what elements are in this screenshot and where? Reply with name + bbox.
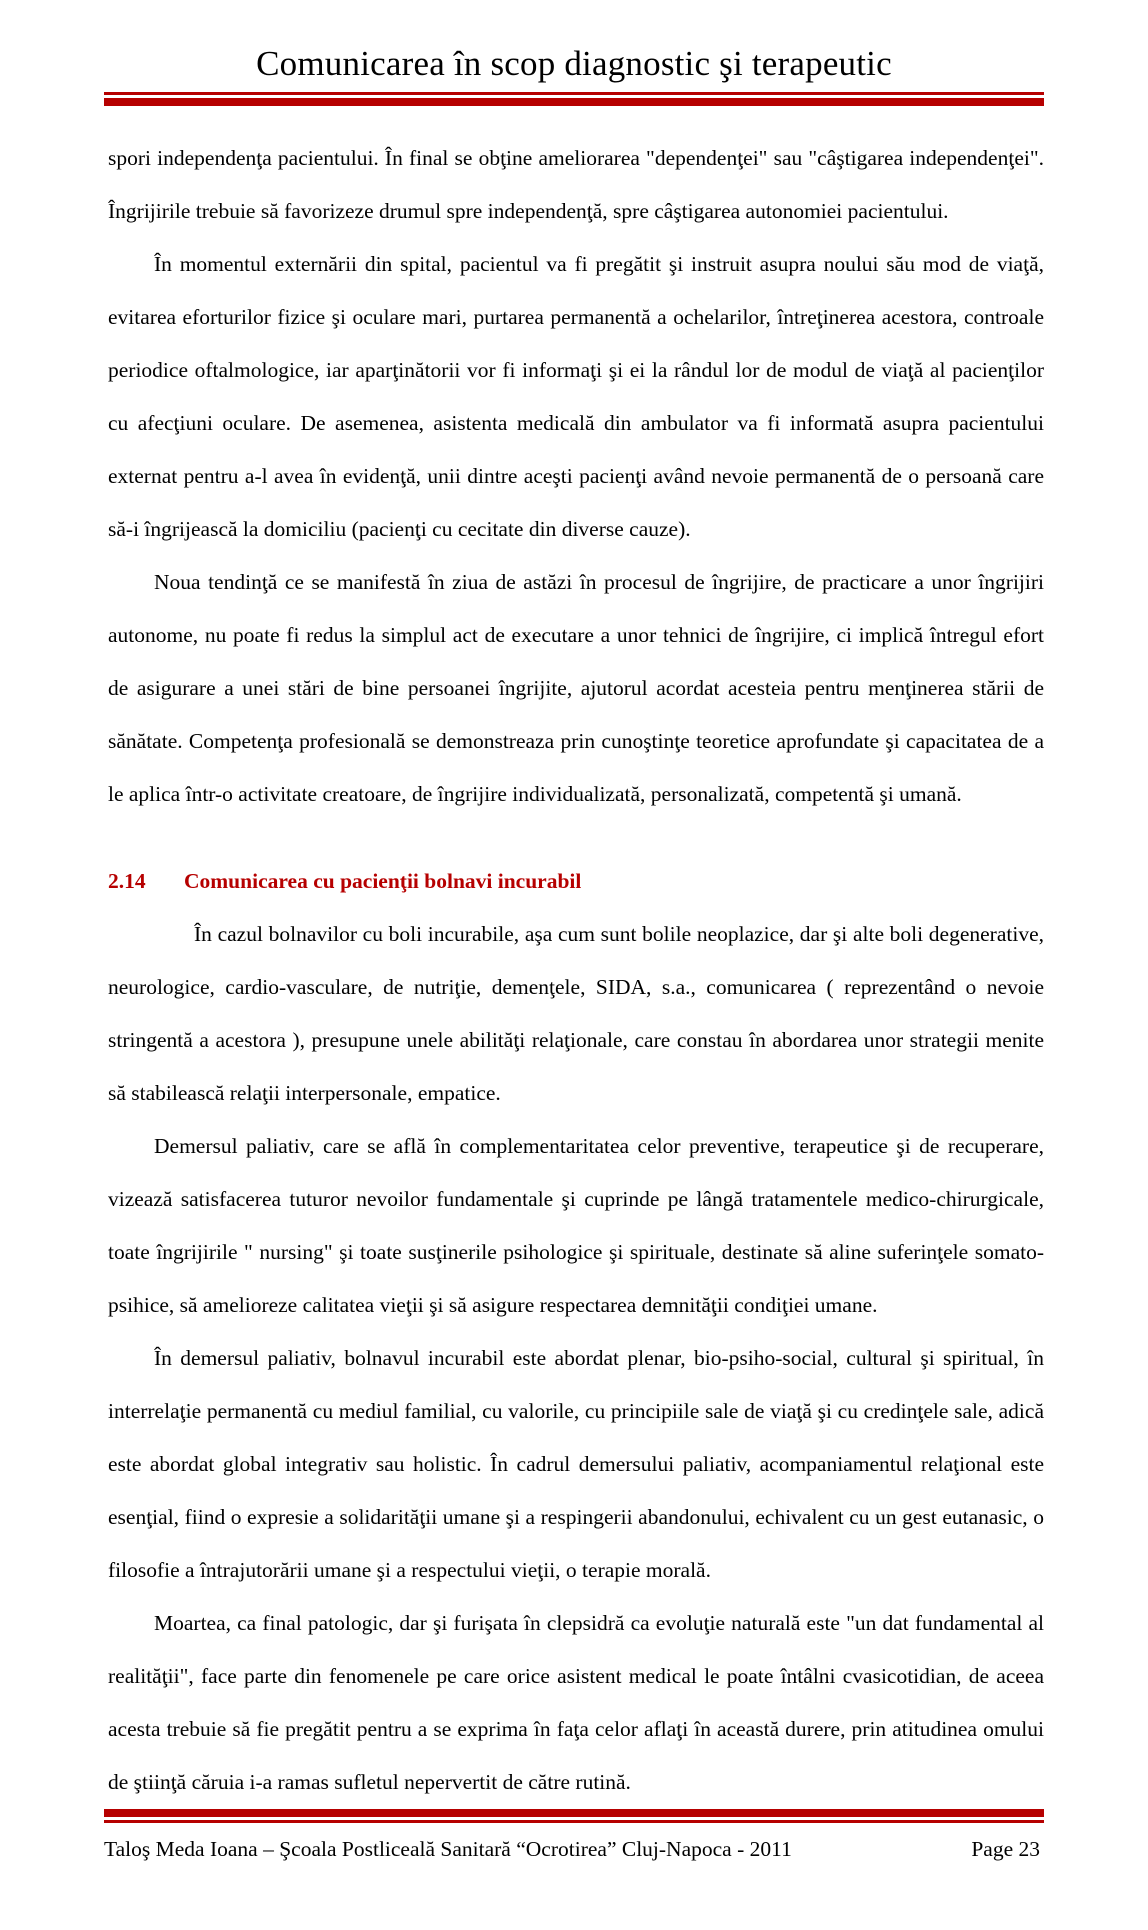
paragraph-externare: În momentul externării din spital, pacientul va fi pregătit şi instruit asupra noului său mod de viaţă, evitarea eforturilor fizice şi oculare mari, purtarea permanentă a ochelarilor, întreţinerea acestora, controale periodice oftalmologice, iar aparţinătorii vor fi informaţi şi ei la rândul lor de modul de viaţă al pacienţilor cu afecţiuni oculare. De asemenea, asistenta medicală din ambulator va fi informată asupra pacientului externat pentru a-l avea în evidenţă, unii dintre aceşti pacienţi având nevoie permanentă de o persoană care să-i îngrijească la domiciliu (pacienţi cu cecitate din diverse cauze). (108, 252, 1044, 542)
footer-author-school: Taloş Meda Ioana – Şcoala Postliceală Sanitară “Ocrotirea” Cluj-Napoca - 2011 (104, 1837, 792, 1862)
paragraph-in-demersul-paliativ: În demersul paliativ, bolnavul incurabil este abordat plenar, bio-psiho-social, cultural şi spiritual, în interrelaţie permanentă cu mediul familial, cu valorile, cu principiile sale de viaţă şi cu credinţele sale, adică este abordat global integrativ sau holistic. În cadrul demersului paliativ, acompaniamentul relaţional este esenţial, fiind o expresie a solidarităţii umane şi a respingerii abandonului, echivalent cu un gest eutanasic, o filosofie a întrajutorării umane şi a respectului vieţii, o terapie morală. (108, 1346, 1044, 1583)
paragraph-noua-tendinta: Noua tendinţă ce se manifestă în ziua de astăzi în procesul de îngrijire, de practicare a unor îngrijiri autonome, nu poate fi redus la simplul act de executare a unor tehnici de îngrijire, ci implică întregul efort de asigurare a unei stări de bine persoanei îngrijite, ajutorul acordat acesteia pentru menţinerea stării de sănătate. Competenţa profesională se demonstreaza prin cunoştinţe teoretice aprofundate şi capacitatea de a le aplica într-o activitate creatoare, de îngrijire individualizată, personalizată, competentă şi umană. (108, 570, 1044, 807)
paragraph-moartea: Moartea, ca final patologic, dar şi furişata în clepsidră ca evoluţie naturală este "un dat fundamental al realităţii", face parte din fenomenele pe care orice asistent medical le poate întâlni cvasicotidian, de aceea acesta trebuie să fie pregătit pentru a se exprima în faţa celor aflaţi în această durere, prin atitudinea omului de ştiinţă căruia i-a ramas sufletul nepervertit de către rutină. (108, 1611, 1044, 1795)
section-title: Comunicarea cu pacienţii bolnavi incurabil (184, 869, 582, 894)
header-divider (104, 92, 1044, 106)
footer-divider (104, 1809, 1044, 1823)
header-rule-thick (104, 98, 1044, 106)
section-number: 2.14 (108, 869, 146, 894)
footer-row (104, 1823, 1044, 1862)
page-content (108, 106, 1044, 1809)
section-heading (108, 855, 1044, 908)
page-title: Comunicarea în scop diagnostic şi terapeutic (256, 44, 892, 83)
footer-rule-thick (104, 1809, 1044, 1817)
page-footer (104, 1809, 1044, 1930)
paragraph-demersul-paliativ: Demersul paliativ, care se află în complementaritatea celor preventive, terapeutice şi de recuperare, vizează satisfacerea tuturor nevoilor fundamentale şi cuprinde pe lângă tratamentele medico-chirurgicale, toate îngrijirile " nursing" şi toate susţinerile psihologice şi spirituale, destinate să aline suferinţele somato-psihice, să amelioreze calitatea vieţii şi să asigure respectarea demnităţii condiţiei umane. (108, 1134, 1044, 1318)
footer-page-number: Page 23 (971, 1837, 1040, 1862)
paragraph-boli-incurabile: În cazul bolnavilor cu boli incurabile, aşa cum sunt bolile neoplazice, dar şi alte boli degenerative, neurologice, cardio-vasculare, de nutriţie, demenţele, SIDA, s.a., comunicarea ( reprezentând o nevoie stringentă a acestora ), presupune unele abilităţi relaţionale, care constau în abordarea unor strategii menite să stabilească relaţii interpersonale, empatice. (108, 922, 1044, 1106)
paragraph-independenta: spori independenţa pacientului. În final se obţine ameliorarea "dependenţei" sau "câştigarea independenţei". Îngrijirile trebuie să favorizeze drumul spre independenţă, spre câştigarea autonomiei pacientului. (108, 146, 1044, 224)
page-header (0, 0, 1148, 106)
